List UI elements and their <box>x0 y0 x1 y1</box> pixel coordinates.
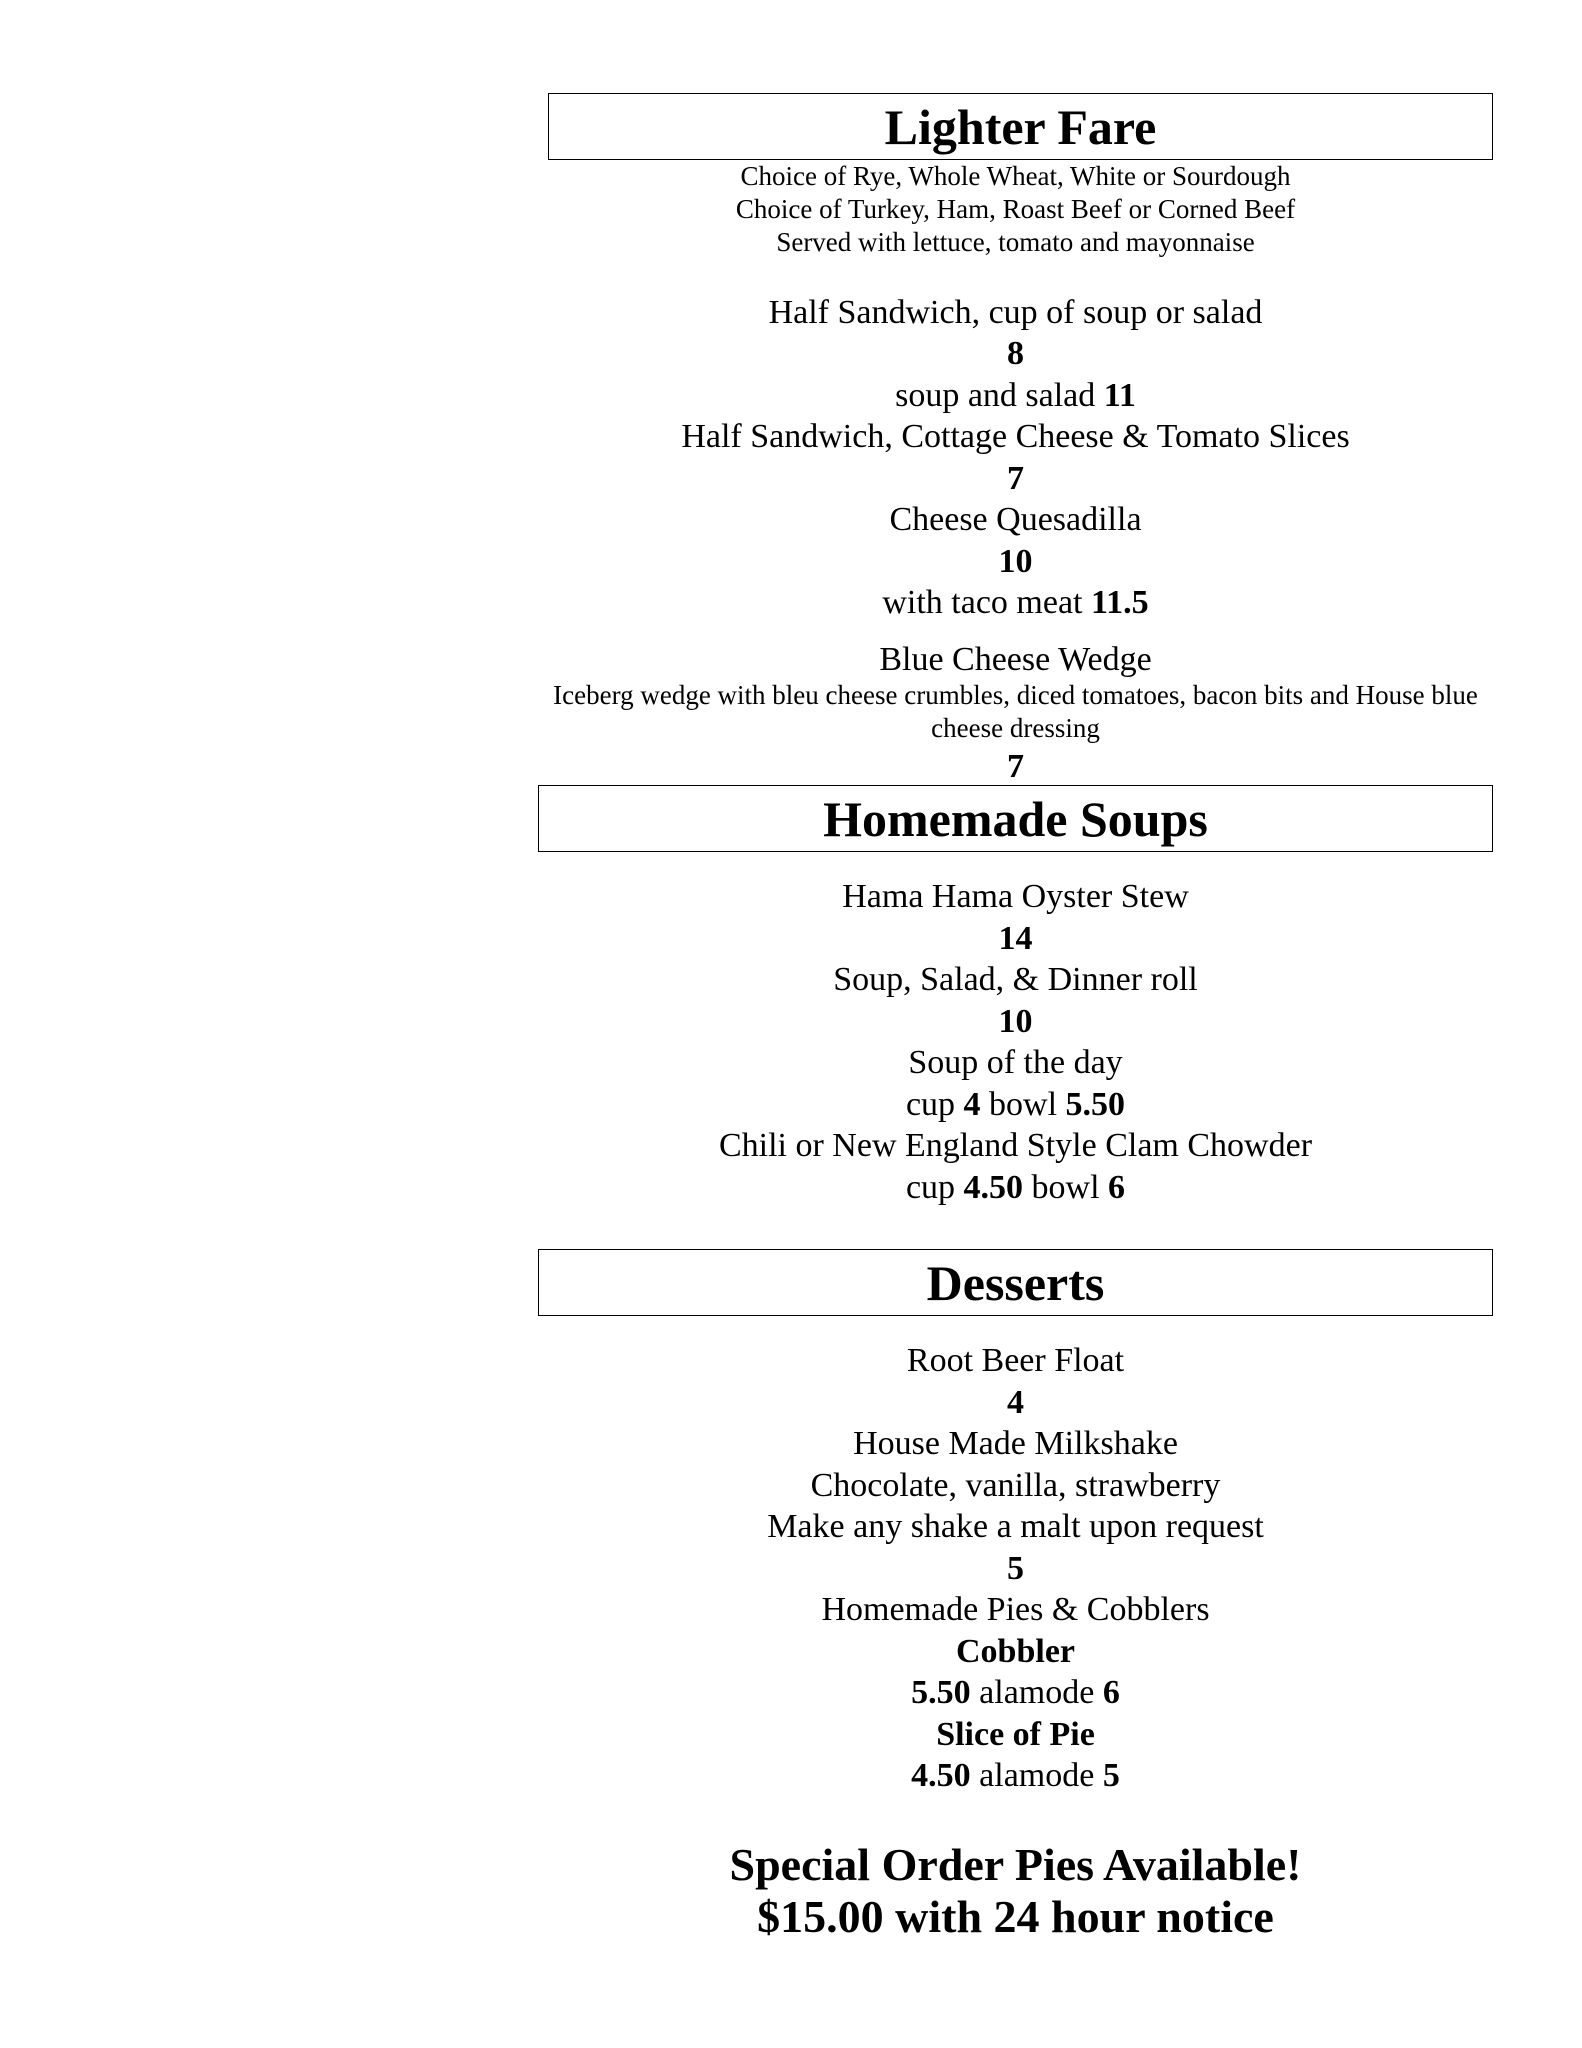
item-price: 5 <box>1102 1757 1120 1794</box>
item-name: soup and salad <box>895 377 1096 414</box>
item-price: 4.50 <box>911 1757 971 1794</box>
item-price: 4 <box>1007 1384 1024 1421</box>
item-description: Iceberg wedge with bleu cheese crumbles, diced tomatoes, bacon bits and House blue cheese dressing <box>553 680 1478 743</box>
item-price: 5 <box>1007 1550 1024 1587</box>
item-name: Blue Cheese Wedge <box>879 641 1152 678</box>
special-order-price: $15.00 with 24 hour notice <box>757 1891 1274 1942</box>
item-price: 6 <box>1108 1169 1126 1206</box>
section-title: Homemade Soups <box>823 790 1208 847</box>
item-price: 10 <box>998 543 1033 580</box>
item-price: 11 <box>1103 377 1136 414</box>
item-name: Hama Hama Oyster Stew <box>842 878 1189 915</box>
item-name: Homemade Pies & Cobblers <box>821 1591 1210 1628</box>
special-order-headline: Special Order Pies Available! <box>729 1839 1302 1890</box>
item-name: with taco meat <box>882 584 1083 621</box>
item-price: 4 <box>963 1086 981 1123</box>
item-note: Make any shake a malt upon request <box>767 1508 1264 1545</box>
served-with-note: Served with lettuce, tomato and mayonnaise <box>776 227 1255 257</box>
item-price: 5.50 <box>1065 1086 1126 1123</box>
item-line <box>538 586 1493 620</box>
item-price: 7 <box>1007 748 1024 785</box>
item-name: Soup of the day <box>908 1044 1123 1081</box>
item-line: 5.50 alamode 6 <box>911 1674 1120 1711</box>
item-sublabel: Cobbler <box>956 1633 1075 1670</box>
item-name: Root Beer Float <box>906 1342 1125 1379</box>
item-name: Half Sandwich, Cottage Cheese & Tomato Slices <box>681 418 1350 455</box>
item-sublabel: Slice of Pie <box>936 1716 1095 1753</box>
item-price: 6 <box>1102 1674 1120 1711</box>
item-name: Cheese Quesadilla <box>889 501 1142 538</box>
section-header-homemade-soups <box>538 785 1493 852</box>
item-price: 14 <box>998 920 1033 957</box>
item-name: Soup, Salad, & Dinner roll <box>833 961 1198 998</box>
item-price: 4.50 <box>963 1169 1024 1206</box>
item-line <box>538 379 1493 413</box>
meat-choice-note: Choice of Turkey, Ham, Roast Beef or Corned Beef <box>735 194 1296 224</box>
section-title: Desserts <box>926 1254 1105 1311</box>
item-name: Chili or New England Style Clam Chowder <box>718 1127 1313 1164</box>
item-line: cup 4.50 bowl 6 <box>905 1169 1126 1206</box>
item-price: 8 <box>1007 335 1024 372</box>
item-price: 11.5 <box>1091 584 1149 621</box>
item-price: 5.50 <box>911 1674 971 1711</box>
item-price: 10 <box>998 1003 1033 1040</box>
item-name: Half Sandwich, cup of soup or salad <box>768 294 1263 331</box>
item-flavors: Chocolate, vanilla, strawberry <box>810 1467 1221 1504</box>
item-line: 4.50 alamode 5 <box>911 1757 1120 1794</box>
section-header-desserts <box>538 1249 1493 1316</box>
section-header-lighter-fare <box>548 93 1493 160</box>
section-title: Lighter Fare <box>884 98 1157 155</box>
item-line: cup 4 bowl 5.50 <box>905 1086 1126 1123</box>
item-price: 7 <box>1007 460 1024 497</box>
bread-choice-note: Choice of Rye, Whole Wheat, White or Sourdough <box>740 161 1291 191</box>
item-name: House Made Milkshake <box>853 1425 1178 1462</box>
